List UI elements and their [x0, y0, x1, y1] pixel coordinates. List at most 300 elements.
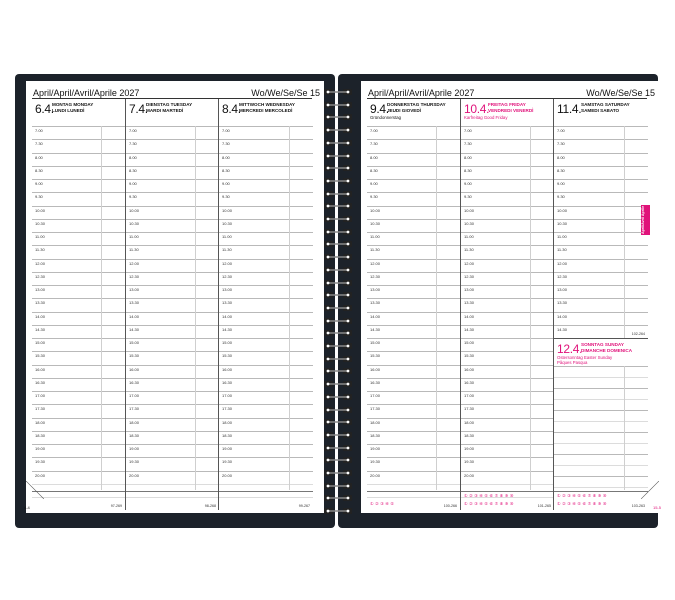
time-slot[interactable] — [367, 272, 460, 286]
time-label: 14.00 — [35, 313, 46, 319]
time-label: 8.00 — [35, 154, 43, 160]
time-slot[interactable] — [126, 245, 219, 259]
time-slot[interactable] — [461, 312, 554, 326]
time-slot[interactable] — [367, 232, 460, 246]
time-slot[interactable] — [461, 391, 554, 405]
time-label: 14.30 — [557, 326, 568, 332]
day-names — [488, 102, 533, 113]
time-slot[interactable] — [219, 219, 313, 233]
time-label: 14.00 — [222, 313, 233, 319]
time-slot[interactable] — [32, 192, 125, 206]
time-label: 10.00 — [464, 207, 475, 213]
time-label: 15.30 — [129, 353, 140, 359]
day-header — [554, 99, 648, 125]
time-label: 20.00 — [35, 472, 46, 478]
time-slot[interactable] — [126, 232, 219, 246]
time-slot[interactable] — [219, 378, 313, 392]
time-slot[interactable] — [219, 179, 313, 193]
time-slot[interactable] — [32, 232, 125, 246]
day-code: 101-265 — [537, 504, 551, 508]
time-slot[interactable] — [126, 153, 219, 167]
time-slot[interactable] — [554, 192, 648, 206]
time-slot[interactable] — [32, 457, 125, 471]
time-slot[interactable] — [126, 166, 219, 180]
time-slot[interactable] — [367, 391, 460, 405]
time-slot[interactable] — [219, 471, 313, 485]
day-names — [581, 102, 630, 113]
time-slot[interactable] — [461, 139, 554, 153]
day-names — [387, 102, 446, 113]
spiral-ring-icon — [322, 304, 354, 312]
time-slot[interactable] — [32, 139, 125, 153]
time-slot[interactable] — [367, 365, 460, 379]
spiral-ring-icon — [322, 164, 354, 172]
time-label: 13.30 — [129, 300, 140, 306]
time-slot[interactable] — [461, 457, 554, 471]
time-slot[interactable] — [367, 166, 460, 180]
time-slot[interactable] — [219, 139, 313, 153]
day-names — [239, 102, 295, 113]
time-slot[interactable] — [126, 206, 219, 220]
time-slot[interactable] — [554, 259, 648, 273]
time-slot[interactable] — [32, 471, 125, 485]
time-label: 19.30 — [222, 459, 233, 465]
time-slot[interactable] — [461, 444, 554, 458]
time-label: 11.30 — [35, 247, 45, 253]
time-slot[interactable] — [554, 153, 648, 167]
time-slot[interactable] — [367, 457, 460, 471]
time-label: 10.30 — [222, 220, 233, 226]
spiral-ring-icon — [322, 380, 354, 388]
day-header — [126, 99, 219, 125]
time-label: 17.30 — [370, 406, 381, 412]
time-slot[interactable] — [461, 351, 554, 365]
week-header: Wo/We/Se/Se 15 — [586, 88, 655, 98]
time-label: 17.30 — [35, 406, 46, 412]
time-label: 14.30 — [222, 326, 233, 332]
day-names — [52, 102, 93, 113]
time-label: 19.30 — [129, 459, 140, 465]
time-label: 9.30 — [222, 194, 230, 200]
time-slot[interactable] — [32, 391, 125, 405]
time-label: 16.30 — [35, 379, 46, 385]
left-page — [26, 81, 324, 513]
time-label: 15.00 — [35, 340, 46, 345]
time-label: 16.00 — [222, 366, 233, 372]
time-slot[interactable] — [461, 166, 554, 180]
time-slot[interactable] — [32, 259, 125, 273]
day-code: 97-269 — [110, 504, 122, 508]
time-label: 12.00 — [370, 260, 381, 266]
holiday-label: Pâques Pasqua — [557, 360, 588, 365]
time-label: 16.30 — [222, 379, 233, 385]
time-label: 18.00 — [222, 419, 233, 425]
time-slot[interactable] — [219, 166, 313, 180]
time-slot[interactable] — [461, 404, 554, 418]
time-label: 7.30 — [557, 141, 565, 147]
time-slot[interactable] — [32, 285, 125, 299]
time-slot[interactable] — [126, 259, 219, 273]
time-slot[interactable] — [461, 338, 554, 352]
time-slot[interactable] — [367, 471, 460, 485]
time-label: 20.00 — [464, 472, 475, 478]
time-label: 10.30 — [129, 220, 140, 226]
time-slot[interactable] — [461, 471, 554, 485]
time-label: 16.30 — [129, 379, 140, 385]
time-slot[interactable] — [554, 272, 648, 286]
time-slot[interactable] — [554, 298, 648, 312]
time-slot[interactable] — [461, 325, 554, 339]
time-label: 17.00 — [129, 393, 140, 398]
time-slot[interactable] — [367, 312, 460, 326]
time-slot[interactable] — [32, 404, 125, 418]
time-label: 8.00 — [222, 154, 230, 160]
time-label: 15.30 — [370, 353, 381, 359]
time-label: 10.30 — [464, 220, 475, 226]
time-slot[interactable] — [126, 351, 219, 365]
time-label: 12.30 — [129, 273, 140, 279]
time-slot[interactable] — [461, 126, 554, 140]
time-slot[interactable] — [126, 378, 219, 392]
time-slot[interactable] — [461, 298, 554, 312]
time-slot[interactable] — [367, 153, 460, 167]
time-slot[interactable] — [32, 272, 125, 286]
time-label: 13.00 — [464, 287, 475, 292]
time-slot[interactable] — [367, 139, 460, 153]
time-slot[interactable] — [219, 232, 313, 246]
time-label: 8.00 — [557, 154, 565, 160]
time-slot[interactable] — [219, 153, 313, 167]
spiral-ring-icon — [322, 126, 354, 134]
time-slot[interactable] — [367, 285, 460, 299]
time-label: 12.00 — [464, 260, 475, 266]
time-slot[interactable] — [219, 418, 313, 432]
time-slot[interactable] — [126, 219, 219, 233]
day-column — [125, 99, 219, 510]
time-slot[interactable] — [367, 245, 460, 259]
time-slot[interactable] — [367, 404, 460, 418]
spiral-ring-icon — [322, 431, 354, 439]
time-label: 14.00 — [464, 313, 475, 319]
day-names — [146, 102, 192, 113]
time-label: 12.30 — [35, 273, 46, 279]
time-slot[interactable] — [126, 444, 219, 458]
time-label: 7.00 — [35, 128, 43, 133]
day-header — [461, 99, 554, 125]
spiral-ring-icon — [322, 177, 354, 185]
time-slot[interactable] — [461, 245, 554, 259]
day-name-line1: DIENSTAG TUESDAY — [146, 102, 193, 107]
day-number: 10.4. — [464, 102, 490, 116]
time-label: 17.00 — [464, 393, 475, 398]
holiday-label: Karfreitag Good Friday — [464, 115, 508, 120]
day-code: 98-268 — [204, 504, 216, 508]
time-slot[interactable] — [219, 259, 313, 273]
time-label: 10.00 — [129, 207, 140, 213]
time-slot[interactable] — [32, 418, 125, 432]
time-slot[interactable] — [219, 325, 313, 339]
time-slot[interactable] — [554, 312, 648, 326]
time-label: 9.00 — [222, 181, 230, 186]
spiral-ring-icon — [322, 240, 354, 248]
time-label: 11.30 — [464, 247, 474, 253]
holiday-label: Ostersonntag Easter Sunday — [557, 355, 613, 360]
spiral-ring-icon — [322, 469, 354, 477]
time-slot[interactable] — [461, 365, 554, 379]
day-footer — [32, 491, 125, 510]
time-label: 11.30 — [129, 247, 139, 253]
time-slot[interactable] — [367, 338, 460, 352]
day-code: 102-264 — [631, 332, 645, 336]
week-circles: ① ② ③ ④ ⑤ ⑥ ⑦ ⑧ ⑨ ⑩ — [557, 501, 607, 506]
time-slot[interactable] — [32, 245, 125, 259]
time-slot[interactable] — [461, 219, 554, 233]
time-slot[interactable] — [219, 404, 313, 418]
spiral-ring-icon — [322, 88, 354, 96]
time-slot[interactable] — [554, 206, 648, 220]
spiral-ring-icon — [322, 355, 354, 363]
time-slot[interactable] — [32, 312, 125, 326]
time-label: 18.00 — [464, 419, 475, 425]
time-slot[interactable] — [126, 298, 219, 312]
spiral-ring-icon — [322, 113, 354, 121]
time-label: 13.00 — [557, 287, 568, 292]
time-slot[interactable] — [126, 404, 219, 418]
time-slot[interactable] — [554, 232, 648, 246]
time-label: 10.30 — [370, 220, 381, 226]
time-label: 16.00 — [129, 366, 140, 372]
spiral-ring-icon — [322, 253, 354, 261]
time-slot[interactable] — [367, 126, 460, 140]
month-tab[interactable]: April/Avril Aprile — [641, 205, 650, 235]
column-divider — [624, 126, 625, 338]
time-label: 12.30 — [222, 273, 233, 279]
time-label: 9.30 — [557, 194, 565, 200]
day-header — [32, 99, 125, 125]
time-slot[interactable] — [126, 285, 219, 299]
time-label: 8.30 — [35, 167, 43, 173]
spiral-ring-icon — [322, 329, 354, 337]
spiral-ring-icon — [322, 139, 354, 147]
time-slot[interactable] — [554, 245, 648, 259]
time-label: 9.00 — [370, 181, 378, 186]
time-slot[interactable] — [126, 312, 219, 326]
time-label: 8.00 — [464, 154, 472, 160]
time-slot[interactable] — [32, 153, 125, 167]
time-slot[interactable] — [32, 126, 125, 140]
day-code: 100-266 — [443, 504, 457, 508]
time-slot[interactable] — [367, 259, 460, 273]
corner-perforation-icon — [641, 481, 659, 499]
time-label: 11.00 — [370, 234, 380, 239]
time-slot[interactable] — [32, 219, 125, 233]
time-slot[interactable] — [32, 179, 125, 193]
time-slot[interactable] — [126, 179, 219, 193]
time-slot[interactable] — [554, 219, 648, 233]
time-slot[interactable] — [126, 325, 219, 339]
time-slot[interactable] — [219, 192, 313, 206]
time-label: 19.00 — [222, 446, 233, 451]
time-slot[interactable] — [32, 338, 125, 352]
time-slot[interactable] — [219, 457, 313, 471]
day-name-line2: SAMEDI SABATO — [581, 107, 620, 113]
time-slot[interactable] — [126, 431, 219, 445]
time-slot[interactable] — [219, 298, 313, 312]
time-slot[interactable] — [126, 192, 219, 206]
time-slot[interactable] — [554, 126, 648, 140]
time-slot[interactable] — [126, 272, 219, 286]
time-slot[interactable] — [554, 139, 648, 153]
time-label: 9.30 — [129, 194, 137, 200]
time-slot[interactable] — [126, 126, 219, 140]
time-slot[interactable] — [554, 179, 648, 193]
time-label: 8.00 — [129, 154, 137, 160]
time-label: 11.00 — [464, 234, 474, 239]
time-label: 18.00 — [129, 419, 140, 425]
time-slot[interactable] — [219, 351, 313, 365]
time-slot[interactable] — [219, 431, 313, 445]
time-slot[interactable] — [461, 192, 554, 206]
spiral-ring-icon — [322, 342, 354, 350]
month-header: April/April/Avril/Aprile 2027 — [368, 88, 475, 98]
time-slot[interactable] — [367, 444, 460, 458]
time-slot[interactable] — [32, 378, 125, 392]
time-label: 16.30 — [464, 379, 475, 385]
time-slot[interactable] — [367, 418, 460, 432]
time-slot[interactable] — [32, 431, 125, 445]
time-slot[interactable] — [367, 298, 460, 312]
time-slot[interactable] — [219, 126, 313, 140]
time-slot[interactable] — [32, 325, 125, 339]
time-slot[interactable] — [367, 219, 460, 233]
time-slot[interactable] — [367, 325, 460, 339]
time-slot[interactable] — [32, 206, 125, 220]
time-label: 7.00 — [464, 128, 472, 133]
time-slot[interactable] — [461, 285, 554, 299]
time-label: 8.30 — [557, 167, 565, 173]
time-slot[interactable] — [461, 259, 554, 273]
time-slot[interactable] — [367, 192, 460, 206]
time-slot[interactable] — [219, 391, 313, 405]
time-slot[interactable] — [367, 351, 460, 365]
days-area — [32, 98, 312, 510]
column-divider — [530, 126, 531, 490]
time-label: 7.30 — [370, 141, 378, 147]
time-label: 7.30 — [222, 141, 230, 147]
time-slot[interactable] — [219, 365, 313, 379]
time-label: 16.00 — [35, 366, 46, 372]
day-names — [581, 342, 632, 353]
spiral-ring-icon — [322, 215, 354, 223]
time-slot[interactable] — [461, 418, 554, 432]
time-label: 18.30 — [370, 432, 381, 438]
holiday-label: Gründonnerstag — [370, 115, 402, 120]
spiral-ring-icon — [322, 279, 354, 287]
time-label: 20.00 — [370, 472, 381, 478]
time-label: 19.00 — [35, 446, 46, 451]
time-slot[interactable] — [461, 272, 554, 286]
time-label: 9.30 — [464, 194, 472, 200]
time-slot[interactable] — [126, 338, 219, 352]
time-slot[interactable] — [126, 457, 219, 471]
time-label: 18.30 — [129, 432, 140, 438]
time-slot[interactable] — [554, 285, 648, 299]
time-slot[interactable] — [461, 153, 554, 167]
spiral-ring-icon — [322, 444, 354, 452]
time-label: 11.30 — [370, 247, 380, 253]
time-label: 13.30 — [370, 300, 381, 306]
time-slot[interactable] — [219, 245, 313, 259]
time-label: 9.30 — [370, 194, 378, 200]
day-number: 9.4. — [370, 102, 389, 116]
time-label: 13.30 — [464, 300, 475, 306]
time-slot[interactable] — [461, 206, 554, 220]
time-slot[interactable] — [32, 166, 125, 180]
column-divider — [195, 126, 196, 490]
week-circles: ① ② ③ ④ ⑤ — [370, 501, 395, 506]
time-slot[interactable] — [126, 391, 219, 405]
week-circles: ① ② ③ ④ ⑤ ⑥ ⑦ ⑧ ⑨ ⑩ — [464, 493, 514, 498]
time-slot[interactable] — [461, 378, 554, 392]
time-slot[interactable] — [32, 365, 125, 379]
time-slot[interactable] — [219, 444, 313, 458]
time-label: 15.00 — [222, 340, 233, 345]
sunday-section — [554, 338, 648, 510]
time-slot[interactable] — [367, 206, 460, 220]
day-column — [367, 99, 460, 510]
time-slot[interactable] — [126, 418, 219, 432]
week-circles: ① ② ③ ④ ⑤ ⑥ ⑦ ⑧ ⑨ ⑩ — [464, 501, 514, 506]
time-slot[interactable] — [461, 179, 554, 193]
spiral-ring-icon — [322, 266, 354, 274]
time-label: 15.30 — [35, 353, 46, 359]
time-slot[interactable] — [126, 139, 219, 153]
time-label: 19.00 — [370, 446, 381, 451]
time-label: 17.00 — [370, 393, 381, 398]
time-label: 7.00 — [129, 128, 137, 133]
time-slot[interactable] — [367, 378, 460, 392]
time-slot[interactable] — [219, 272, 313, 286]
time-slot[interactable] — [367, 431, 460, 445]
time-label: 17.30 — [464, 406, 475, 412]
day-name-line2: MERCREDI MERCOLEDÌ — [239, 107, 293, 113]
time-slot[interactable] — [219, 338, 313, 352]
day-name-line2: MARDI MARTEDÌ — [146, 107, 184, 113]
time-slot[interactable] — [126, 365, 219, 379]
time-slot[interactable] — [461, 431, 554, 445]
time-slot[interactable] — [32, 351, 125, 365]
time-slot[interactable] — [219, 312, 313, 326]
time-label: 13.00 — [222, 287, 233, 292]
time-slot[interactable] — [219, 206, 313, 220]
day-number: 7.4. — [129, 102, 148, 116]
time-slot[interactable] — [554, 166, 648, 180]
time-label: 14.30 — [370, 326, 381, 332]
day-number: 6.4. — [35, 102, 54, 116]
time-slot[interactable] — [126, 471, 219, 485]
day-column — [32, 99, 125, 510]
time-label: 18.30 — [35, 432, 46, 438]
time-slot[interactable] — [32, 298, 125, 312]
page-number: 15-5 — [652, 505, 661, 510]
time-slot[interactable] — [32, 444, 125, 458]
spiral-ring-icon — [322, 456, 354, 464]
time-slot[interactable] — [367, 179, 460, 193]
time-slot[interactable] — [219, 285, 313, 299]
time-slot[interactable] — [461, 232, 554, 246]
spiral-ring-icon — [322, 291, 354, 299]
time-label: 18.00 — [35, 419, 46, 425]
